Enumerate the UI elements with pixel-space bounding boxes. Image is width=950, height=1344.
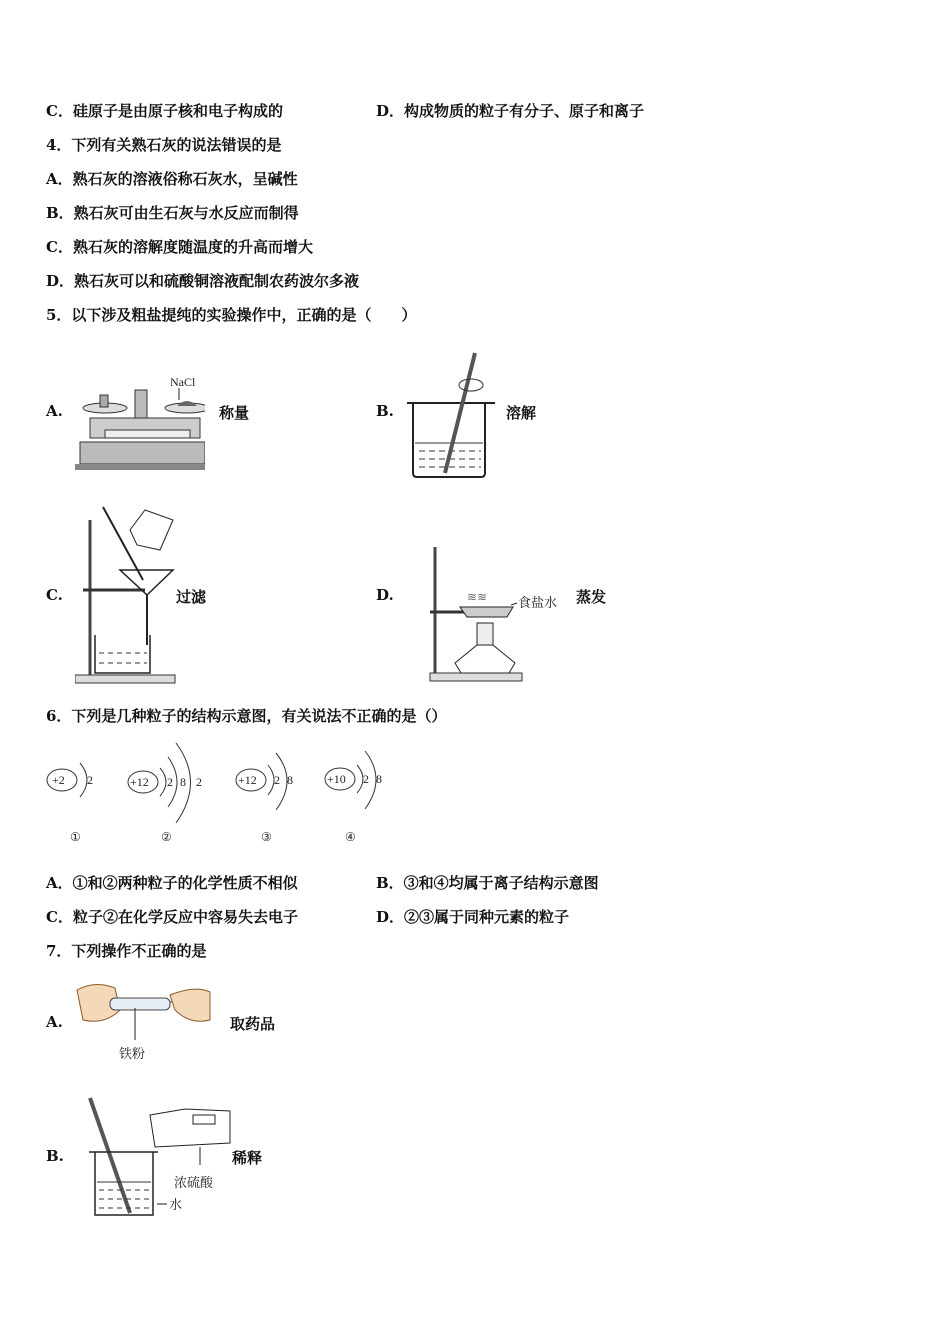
q7-option-a-letter: A. [46, 1013, 63, 1031]
svg-text:8: 8 [376, 772, 382, 786]
q6-option-d: D．②③属于同种元素的粒子 [376, 908, 570, 926]
svg-text:2: 2 [87, 773, 93, 787]
svg-text:8: 8 [180, 775, 186, 789]
q3-option-d: D．构成物质的粒子有分子、原子和离子 [376, 102, 645, 120]
q7-stem: 7．下列操作不正确的是 [46, 942, 207, 960]
q5-option-b-letter: B. [376, 402, 394, 420]
svg-text:④: ④ [345, 830, 356, 844]
svg-text:①: ① [70, 830, 81, 844]
q7-option-b-letter: B. [46, 1147, 64, 1165]
q5-option-c-letter: C. [46, 586, 63, 604]
svg-text:+12: +12 [130, 775, 149, 789]
q7-option-a-caption: 取药品 [230, 1015, 276, 1033]
q4-option-d: D．熟石灰可以和硫酸铜溶液配制农药波尔多液 [46, 272, 360, 290]
particle-4-diagram [325, 751, 382, 844]
filtration-figure [75, 505, 185, 685]
svg-text:≋≋: ≋≋ [467, 590, 488, 604]
q4-option-c: C．熟石灰的溶解度随温度的升高而增大 [46, 238, 313, 256]
q5-option-a-caption: 称量 [219, 404, 250, 422]
svg-text:2: 2 [363, 772, 369, 786]
svg-text:②: ② [161, 830, 172, 844]
svg-text:+2: +2 [52, 773, 65, 787]
water-label: 水 [169, 1198, 183, 1213]
sulfuric-acid-label: 浓硫酸 [174, 1176, 214, 1191]
iron-powder-label: 铁粉 [119, 1047, 146, 1062]
svg-text:③: ③ [261, 830, 272, 844]
svg-text:2: 2 [274, 773, 280, 787]
svg-text:2: 2 [167, 775, 173, 789]
svg-text:+12: +12 [238, 773, 257, 787]
q7-option-b-caption: 稀释 [232, 1149, 263, 1167]
q5-stem: 5．以下涉及粗盐提纯的实验操作中，正确的是（ ） [46, 306, 417, 324]
q3-option-c: C．硅原子是由原子核和电子构成的 [46, 102, 283, 120]
q5-option-d-caption: 蒸发 [576, 588, 607, 606]
particle-3-diagram [236, 753, 293, 844]
svg-text:+10: +10 [327, 772, 346, 786]
q5-option-a-letter: A. [46, 402, 63, 420]
particle-2-diagram [128, 743, 202, 844]
balance-figure [75, 370, 205, 480]
q4-stem: 4．下列有关熟石灰的说法错误的是 [46, 136, 282, 154]
q6-stem: 6．下列是几种粒子的结构示意图，有关说法不正确的是（） [46, 707, 447, 725]
evaporation-figure [425, 545, 575, 685]
test-tube-figure [75, 980, 215, 1065]
q4-option-b: B．熟石灰可由生石灰与水反应而制得 [46, 204, 299, 222]
svg-text:8: 8 [287, 773, 293, 787]
q6-option-c: C．粒子②在化学反应中容易失去电子 [46, 908, 298, 926]
q4-option-a: A．熟石灰的溶液俗称石灰水，呈碱性 [46, 170, 298, 188]
q5-option-b-caption: 溶解 [506, 404, 537, 422]
stirring-figure [405, 345, 495, 480]
svg-text:2: 2 [196, 775, 202, 789]
q6-option-b: B．③和④均属于离子结构示意图 [376, 874, 599, 892]
dilution-figure [85, 1095, 235, 1220]
brine-label: 食盐水 [518, 596, 558, 611]
nacl-label: NaCl [170, 375, 196, 389]
particle-diagrams [40, 735, 420, 850]
q6-option-a: A．①和②两种粒子的化学性质不相似 [46, 874, 298, 892]
particle-1-diagram [47, 763, 93, 844]
q5-option-c-caption: 过滤 [176, 588, 207, 606]
q5-option-d-letter: D. [376, 586, 394, 604]
